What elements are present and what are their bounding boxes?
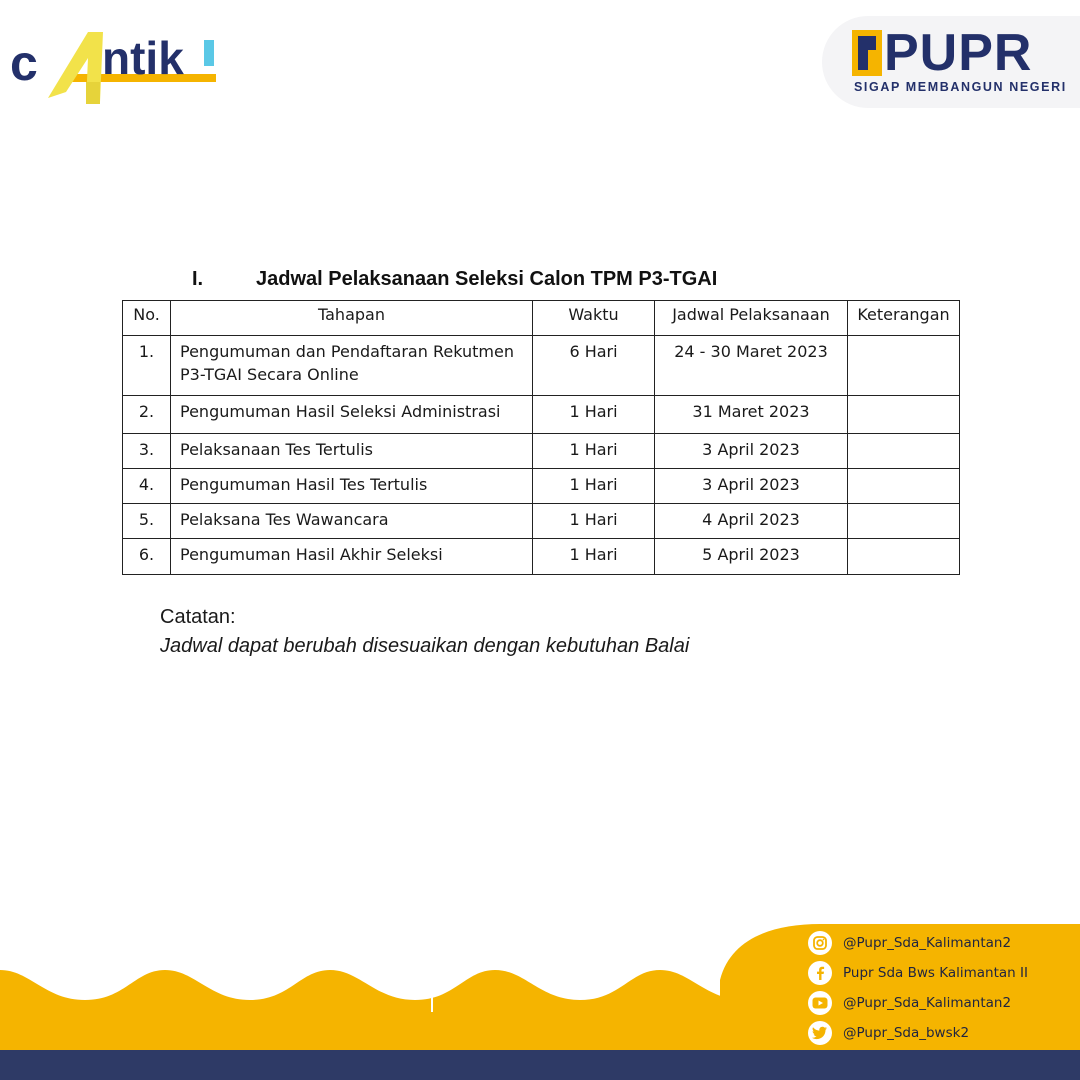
svg-text:c: c [10,35,38,91]
section-number: I. [192,268,204,290]
cell-no: 5. [123,504,171,539]
cantik-logo [8,22,218,108]
social-links [808,928,1068,1048]
note-body: Jadwal dapat berubah disesuaikan dengan kebutuhan Balai [160,635,690,657]
cell-keterangan [848,504,960,539]
header-keterangan: Keterangan [848,301,960,336]
section-title-text: Jadwal Pelaksanaan Seleksi Calon TPM P3-TGAI [256,268,718,290]
cell-tahapan: Pelaksana Tes Wawancara [171,504,533,539]
instagram-icon [808,931,832,955]
table-row [123,434,960,469]
cell-waktu: 1 Hari [533,504,655,539]
twitter-icon [808,1021,832,1045]
facebook-icon [808,961,832,985]
cell-waktu: 1 Hari [533,396,655,434]
social-twitter[interactable] [808,1018,1068,1048]
table-header-row [123,301,960,336]
svg-text:ntik: ntik [102,32,184,84]
cell-jadwal: 3 April 2023 [655,434,848,469]
cell-waktu: 1 Hari [533,469,655,504]
pupr-emblem-icon [852,30,882,76]
cell-jadwal: 4 April 2023 [655,504,848,539]
pupr-wordmark: PUPR [884,24,1033,82]
table-row [123,504,960,539]
cell-jadwal: 31 Maret 2023 [655,396,848,434]
schedule-table [122,300,960,575]
cell-keterangan [848,336,960,396]
header-jadwal: Jadwal Pelaksanaan [655,301,848,336]
youtube-icon [808,991,832,1015]
cell-tahapan: Pengumuman Hasil Tes Tertulis [171,469,533,504]
cell-no: 2. [123,396,171,434]
table-row [123,396,960,434]
cell-tahapan [171,336,533,396]
social-facebook[interactable] [808,958,1068,988]
cell-tahapan-line2: P3-TGAI Secara Online [180,365,359,384]
social-instagram[interactable] [808,928,1068,958]
cell-keterangan [848,469,960,504]
cell-no: 6. [123,539,171,575]
pupr-tagline: SIGAP MEMBANGUN NEGERI [854,80,1067,94]
note-heading: Catatan: [160,606,236,628]
cell-jadwal: 3 April 2023 [655,469,848,504]
cell-keterangan [848,396,960,434]
cell-no: 1. [123,336,171,396]
cell-tahapan: Pengumuman Hasil Seleksi Administrasi [171,396,533,434]
section-title [192,268,717,291]
header-no: No. [123,301,171,336]
social-label: @Pupr_Sda_Kalimantan2 [843,995,1012,1011]
header-waktu: Waktu [533,301,655,336]
cell-keterangan [848,434,960,469]
table-row [123,539,960,575]
cell-tahapan: Pelaksanaan Tes Tertulis [171,434,533,469]
cell-waktu: 6 Hari [533,336,655,396]
cell-waktu: 1 Hari [533,539,655,575]
header-tahapan: Tahapan [171,301,533,336]
social-label: Pupr Sda Bws Kalimantan II [843,965,1028,981]
cell-no: 4. [123,469,171,504]
cell-waktu: 1 Hari [533,434,655,469]
cell-keterangan [848,539,960,575]
cell-tahapan-line1: Pengumuman dan Pendaftaran Rekutmen [180,342,514,361]
social-label: @Pupr_Sda_bwsk2 [843,1025,970,1041]
cell-jadwal: 5 April 2023 [655,539,848,575]
social-label: @Pupr_Sda_Kalimantan2 [843,935,1012,951]
social-youtube[interactable] [808,988,1068,1018]
cell-no: 3. [123,434,171,469]
table-row [123,469,960,504]
cell-tahapan: Pengumuman Hasil Akhir Seleksi [171,539,533,575]
table-row [123,336,960,396]
cell-jadwal: 24 - 30 Maret 2023 [655,336,848,396]
